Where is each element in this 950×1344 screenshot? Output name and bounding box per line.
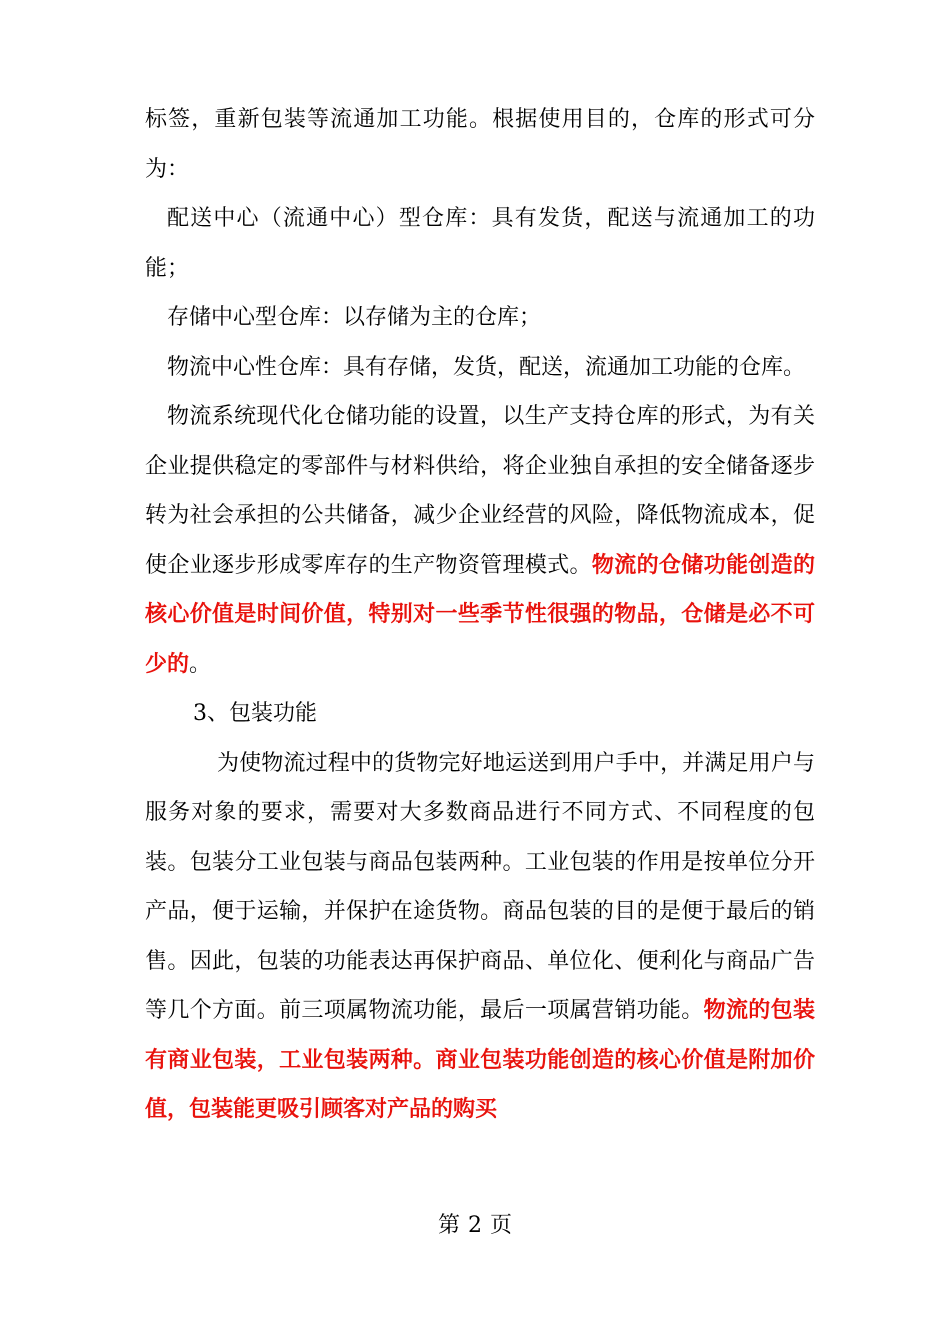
footer-suffix: 页	[490, 1213, 513, 1238]
page-footer	[0, 1206, 950, 1246]
paragraph-storage-center	[145, 293, 815, 343]
highlighted-text: 物流的包装有商业包装，工业包装两种。商业包装功能创造的核心价值是附加价值，包装能更吸引顾客对产品的购买	[145, 997, 815, 1122]
paragraph-text: 为使物流过程中的货物完好地运送到用户手中，并满足用户与服务对象的要求，需要对大多数商品进行不同方式、不同程度的包装。包装分工业包装与商品包装两种。工业包装的作用是按单位分开产品，便于运输，并保护在途货物。商品包装的目的是便于最后的销售。因此，包装的功能表达再保护商品、单位化、便利化与商品广告等几个方面。前三项属物流功能，最后一项属营销功能。	[145, 750, 815, 1023]
heading-text: 3、包装功能	[193, 701, 317, 726]
paragraph-storage-function	[145, 392, 815, 689]
footer-prefix: 第	[437, 1213, 460, 1238]
document-body	[145, 95, 815, 1135]
paragraph-warehouse-forms	[145, 95, 815, 194]
paragraph-text: 标签，重新包装等流通加工功能。根据使用目的，仓库的形式可分为：	[145, 107, 815, 182]
paragraph-text: 存储中心型仓库：以存储为主的仓库；	[167, 305, 542, 330]
paragraph-packaging-function	[145, 739, 815, 1135]
paragraph-text: 物流中心性仓库：具有存储，发货，配送，流通加工功能的仓库。	[167, 354, 806, 380]
page-number: 2	[468, 1213, 482, 1238]
paragraph-text: 物流系统现代化仓储功能的设置，以生产支持仓库的形式，为有关企业提供稳定的零部件与材料供给，将企业独自承担的安全储备逐步转为社会承担的公共储备，减少企业经营的风险，降低物流成本，促使企业逐步形成零库存的生产物资管理模式。	[145, 404, 815, 578]
paragraph-tail: 。	[189, 651, 212, 677]
highlighted-text: 物流的仓储功能创造的核心价值是时间价值，特别对一些季节性很强的物品，仓储是必不可少的	[145, 551, 815, 677]
paragraph-text: 配送中心（流通中心）型仓库：具有发货，配送与流通加工的功能；	[145, 206, 815, 281]
paragraph-distribution-center	[145, 194, 815, 293]
paragraph-logistics-center	[145, 343, 815, 393]
section-heading-packaging	[145, 689, 815, 739]
